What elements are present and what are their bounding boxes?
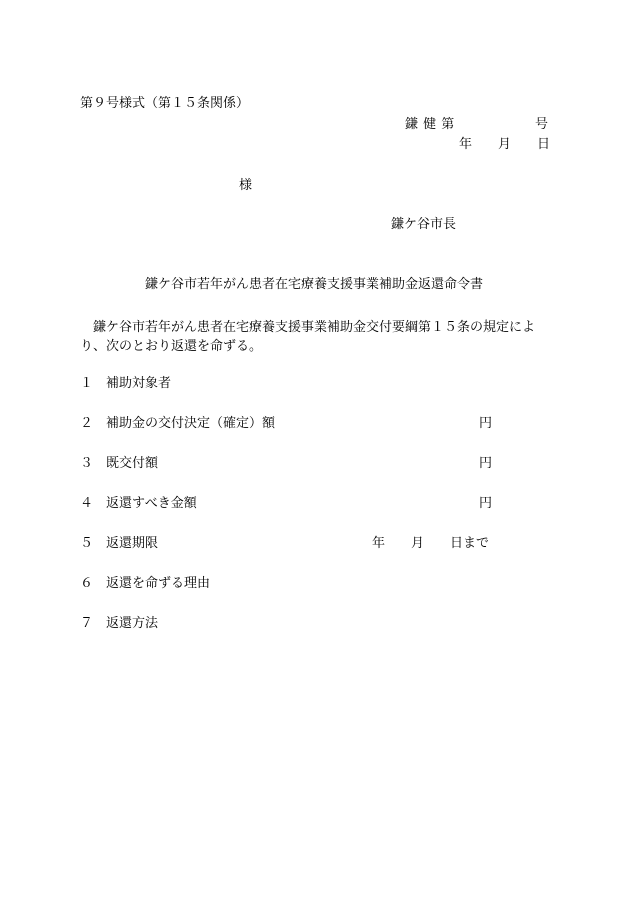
issuer-name: 鎌ケ谷市長 [391,217,457,232]
form-number: 第９号様式（第１５条関係） [80,96,250,111]
item-label: 返還期限 [106,536,159,551]
document-number-prefix: 鎌 健 第 [405,117,455,132]
item-method [80,616,500,656]
item-grant-amount [80,416,500,456]
item-label: 返還すべき金額 [106,496,197,511]
yen-unit: 円 [478,416,492,431]
deadline-date: 年 月 日まで [372,536,490,551]
item-label: 補助対象者 [106,376,172,391]
item-number: ５ [80,536,94,551]
document-number-suffix: 号 [535,117,549,132]
body-paragraph: 鎌ケ谷市若年がん患者在宅療養支援事業補助金交付要綱第１５条の規定により、次のとおり返還を命ずる。 [80,320,536,354]
yen-unit: 円 [478,456,492,471]
item-paid-amount [80,456,500,496]
item-number: ７ [80,616,94,631]
item-deadline [80,536,500,576]
item-refund-amount [80,496,500,536]
item-reason [80,576,500,616]
addressee-honorific: 様 [239,178,253,193]
item-number: ４ [80,496,94,511]
item-label: 補助金の交付決定（確定）額 [106,416,276,431]
item-number: ３ [80,456,94,471]
item-label: 返還方法 [106,616,159,631]
item-list [80,376,500,656]
item-label: 返還を命ずる理由 [106,576,211,591]
document-title: 鎌ケ谷市若年がん患者在宅療養支援事業補助金返還命令書 [145,277,484,292]
yen-unit: 円 [478,496,492,511]
item-recipient [80,376,500,416]
item-label: 既交付額 [106,456,159,471]
item-number: ２ [80,416,94,431]
item-number: １ [80,376,94,391]
issue-date: 年 月 日 [459,137,551,152]
item-number: ６ [80,576,94,591]
